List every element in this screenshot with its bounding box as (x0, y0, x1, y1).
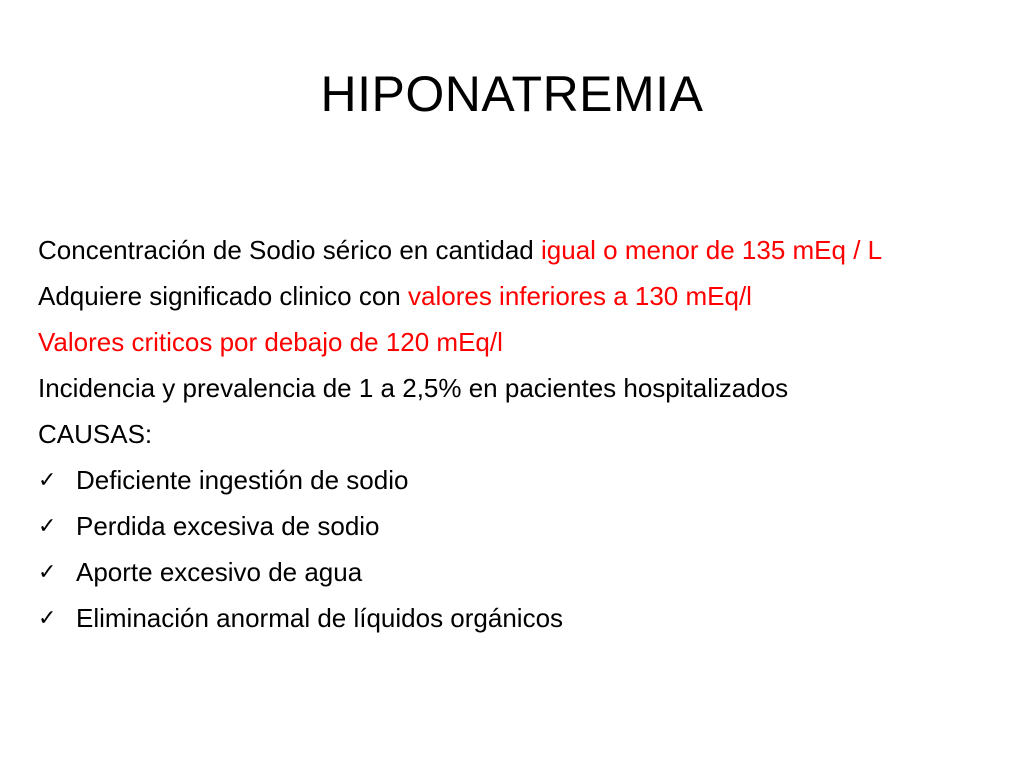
slide-title: HIPONATREMIA (320, 66, 704, 122)
cause-text: Perdida excesiva de sodio (76, 511, 380, 541)
paragraph-text: Concentración de Sodio sérico en cantidad (38, 235, 541, 265)
paragraph-clinical-significance (38, 278, 998, 315)
cause-text: Aporte excesivo de agua (76, 557, 363, 587)
causes-heading (38, 416, 998, 453)
checkmark-icon: ✓ (38, 514, 57, 539)
cause-item (38, 462, 998, 499)
checkmark-icon: ✓ (38, 468, 57, 493)
paragraph-highlight: igual o menor de 135 mEq / L (541, 235, 883, 265)
cause-text: Eliminación anormal de líquidos orgánicos (76, 603, 564, 633)
paragraph-text: Adquiere significado clinico con (38, 281, 408, 311)
paragraph-text: CAUSAS: (38, 419, 153, 449)
paragraph-definition (38, 232, 998, 269)
cause-text: Deficiente ingestión de sodio (76, 465, 409, 495)
paragraph-incidence (38, 370, 998, 407)
paragraph-text: Incidencia y prevalencia de 1 a 2,5% en pacientes hospitalizados (38, 373, 789, 403)
cause-item (38, 554, 998, 591)
paragraph-critical-values (38, 324, 998, 361)
slide-body (38, 232, 998, 646)
paragraph-highlight: Valores criticos por debajo de 120 mEq/l (38, 327, 503, 357)
cause-item (38, 600, 998, 637)
checkmark-icon: ✓ (38, 606, 57, 631)
checkmark-icon: ✓ (38, 560, 57, 585)
cause-item (38, 508, 998, 545)
paragraph-highlight: valores inferiores a 130 mEq/l (408, 281, 752, 311)
